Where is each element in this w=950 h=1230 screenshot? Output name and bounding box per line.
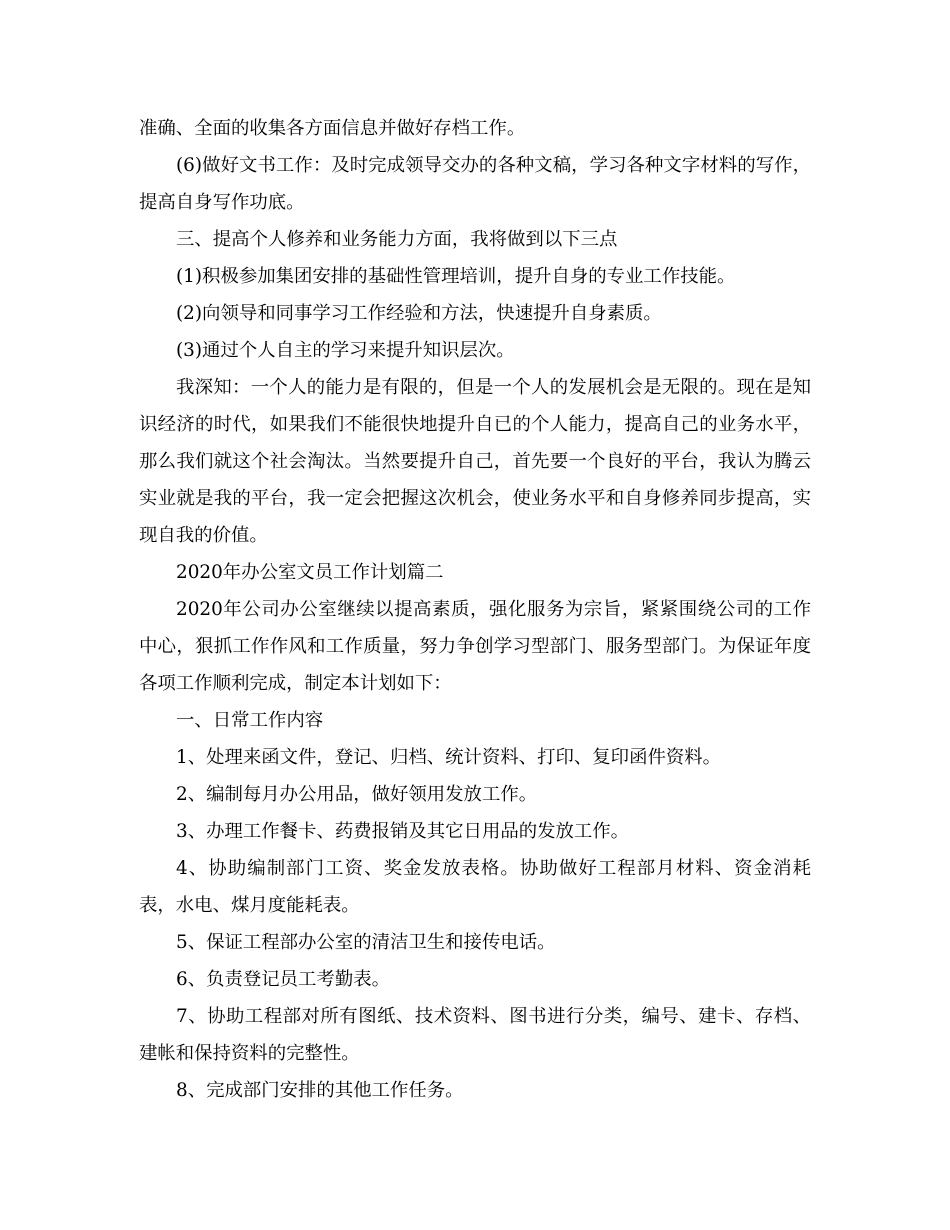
paragraph: 准确、全面的收集各方面信息并做好存档工作。 — [139, 118, 526, 139]
list-item: (3)通过个人自主的学习来提升知识层次。 — [176, 340, 515, 361]
list-item: 5、保证工程部办公室的清洁卫生和接传电话。 — [176, 932, 556, 953]
document-body — [139, 110, 811, 1109]
paragraph: 2020年公司办公室继续以提高素质，强化服务为宗旨，紧紧围绕公司的工作中心，狠抓工作作风和工作质量，努力争创学习型部门、服务型部门。为保证年度各项工作顺利完成，制定本计划如下： — [139, 599, 811, 694]
list-item: 8、完成部门安排的其他工作任务。 — [176, 1080, 464, 1101]
list-item: 2、编制每月办公用品，做好领用发放工作。 — [176, 784, 538, 805]
list-item: (2)向领导和同事学习工作经验和方法，快速提升自身素质。 — [176, 303, 662, 324]
list-item: 1、处理来函文件，登记、归档、统计资料、打印、复印函件资料。 — [176, 747, 722, 768]
section-heading: 三、提高个人修养和业务能力方面，我将做到以下三点 — [176, 229, 618, 250]
list-item: 4、协助编制部门工资、奖金发放表格。协助做好工程部月材料、资金消耗表，水电、煤月度能耗表。 — [139, 858, 811, 916]
document-subtitle: 2020年办公室文员工作计划篇二 — [176, 562, 444, 583]
list-item: 3、办理工作餐卡、药费报销及其它日用品的发放工作。 — [176, 821, 630, 842]
section-heading: 一、日常工作内容 — [176, 710, 324, 731]
list-item: 7、协助工程部对所有图纸、技术资料、图书进行分类，编号、建卡、存档、建帐和保持资料的完整性。 — [139, 1006, 811, 1064]
list-item: (1)积极参加集团安排的基础性管理培训，提升自身的专业工作技能。 — [176, 266, 736, 287]
list-item: 6、负责登记员工考勤表。 — [176, 969, 390, 990]
paragraph: (6)做好文书工作：及时完成领导交办的各种文稿，学习各种文字材料的写作，提高自身写作功底。 — [139, 155, 811, 213]
paragraph: 我深知：一个人的能力是有限的，但是一个人的发展机会是无限的。现在是知识经济的时代，如果我们不能很快地提升自已的个人能力，提高自己的业务水平，那么我们就这个社会淘汰。当然要提升自己，首先要一个良好的平台，我认为腾云实业就是我的平台，我一定会把握这次机会，使业务水平和自身修养同步提高，实现自我的价值。 — [139, 377, 811, 546]
